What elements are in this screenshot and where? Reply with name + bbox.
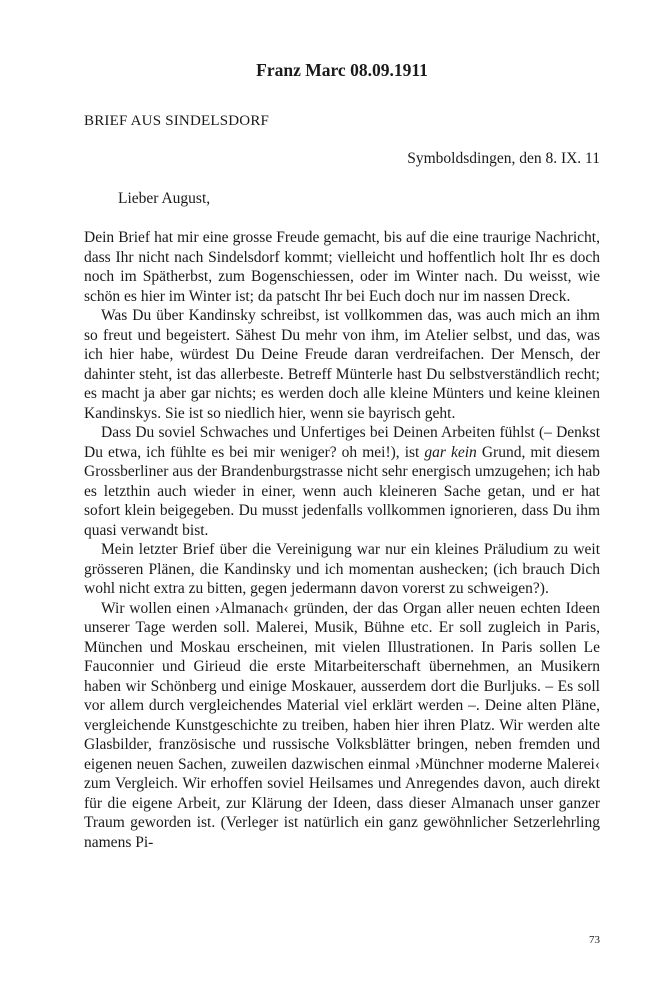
paragraph-3-emphasis: gar kein <box>424 443 477 461</box>
paragraph-3-text-before: Dass Du soviel Schwaches und Unfertiges bei Deinen Arbeiten fühlst (– Denkst Du etwa, ich fühlte es bei mir weniger? oh mei!), ist <box>84 424 600 461</box>
paragraph-2: Was Du über Kandinsky schreibst, ist vollkommen das, was auch mich an ihm so freut und begeistert. Sähest Du mehr von ihm, im Atelier selbst, und das, was ich hier habe, würdest Du Deine Freude daran verdreifachen. Der Mensch, der dahinter steht, ist das allerbeste. Betreff Münterle hast Du selbstverständlich recht; es macht ja aber gar nichts; es werden doch alle kleine Münters und keine kleinen Kandinskys. Sie ist so niedlich hier, wenn sie bayrisch geht. <box>84 307 600 422</box>
page-number: 73 <box>589 934 600 946</box>
letter-heading: BRIEF AUS SINDELSDORF <box>84 113 270 129</box>
paragraph-5: Wir wollen einen ›Almanach‹ gründen, der das Organ aller neuen echten Ideen unserer Tage werden soll. Malerei, Musik, Bühne etc. Er soll zugleich in Paris, München und Moskau erscheinen, mit vielen Illustrationen. In Paris sollen Le Fauconnier und Girieud die erste Mitarbeiterschaft übernehmen, an Musikern haben wir Schönberg und einige Moskauer, ausserdem dort die Burljuks. – Es soll vor allem durch vergleichendes Material viel erklärt werden –. Deine alten Pläne, vergleichende Kunstgeschichte zu treiben, haben hier ihren Platz. Wir werden alte Glasbilder, französische und russische Volksblätter bringen, neben fremden und eigenen neuen Sachen, zuweilen dazwischen einmal ›Münchner moderne Malerei‹ zum Vergleich. Wir erhoffen soviel Heilsames und Anregendes davon, auch direkt für die eigene Arbeit, zur Klärung der Ideen, dass dieser Almanach unser ganzer Traum geworden ist. (Verleger ist natürlich ein ganz gewöhnlicher Setzerlehrling namens Pi- <box>84 599 600 851</box>
document-page <box>84 0 600 990</box>
letter-salutation: Lieber August, <box>118 190 211 207</box>
paragraph-3 <box>84 423 600 540</box>
paragraph-4: Mein letzter Brief über die Vereinigung war nur ein kleines Präludium zu weit grösseren Plänen, die Kandinsky und ich momentan aushecken; (ich brauch Dich wohl nicht extra zu bitten, gegen jedermann davon vorerst zu schweigen?). <box>84 541 600 597</box>
letter-body <box>84 228 600 852</box>
letter-dateline: Symboldsdingen, den 8. IX. 11 <box>407 150 600 167</box>
paragraph-3-text-after: Grund, mit diesem Grossberliner aus der Brandenburgstrasse nicht sehr energisch umzugehen; ich hab es letzthin auch wieder in einer, wenn auch kleineren Sache getan, und er hat sofort klein beigegeben. Du musst jedenfalls vollkommen ignorieren, dass Du ihm quasi verwandt bist. <box>84 443 600 539</box>
document-title: Franz Marc 08.09.1911 <box>256 60 428 80</box>
paragraph-1: Dein Brief hat mir eine grosse Freude gemacht, bis auf die eine traurige Nachricht, dass Ihr nicht nach Sindelsdorf kommt; vielleicht und hoffentlich holt Ihr es doch noch im Spätherbst, zum Bogenschiessen, oder im Winter nach. Du weisst, wie schön es hier im Winter ist; da patscht Ihr bei Euch doch nur im nassen Dreck. <box>84 229 600 305</box>
